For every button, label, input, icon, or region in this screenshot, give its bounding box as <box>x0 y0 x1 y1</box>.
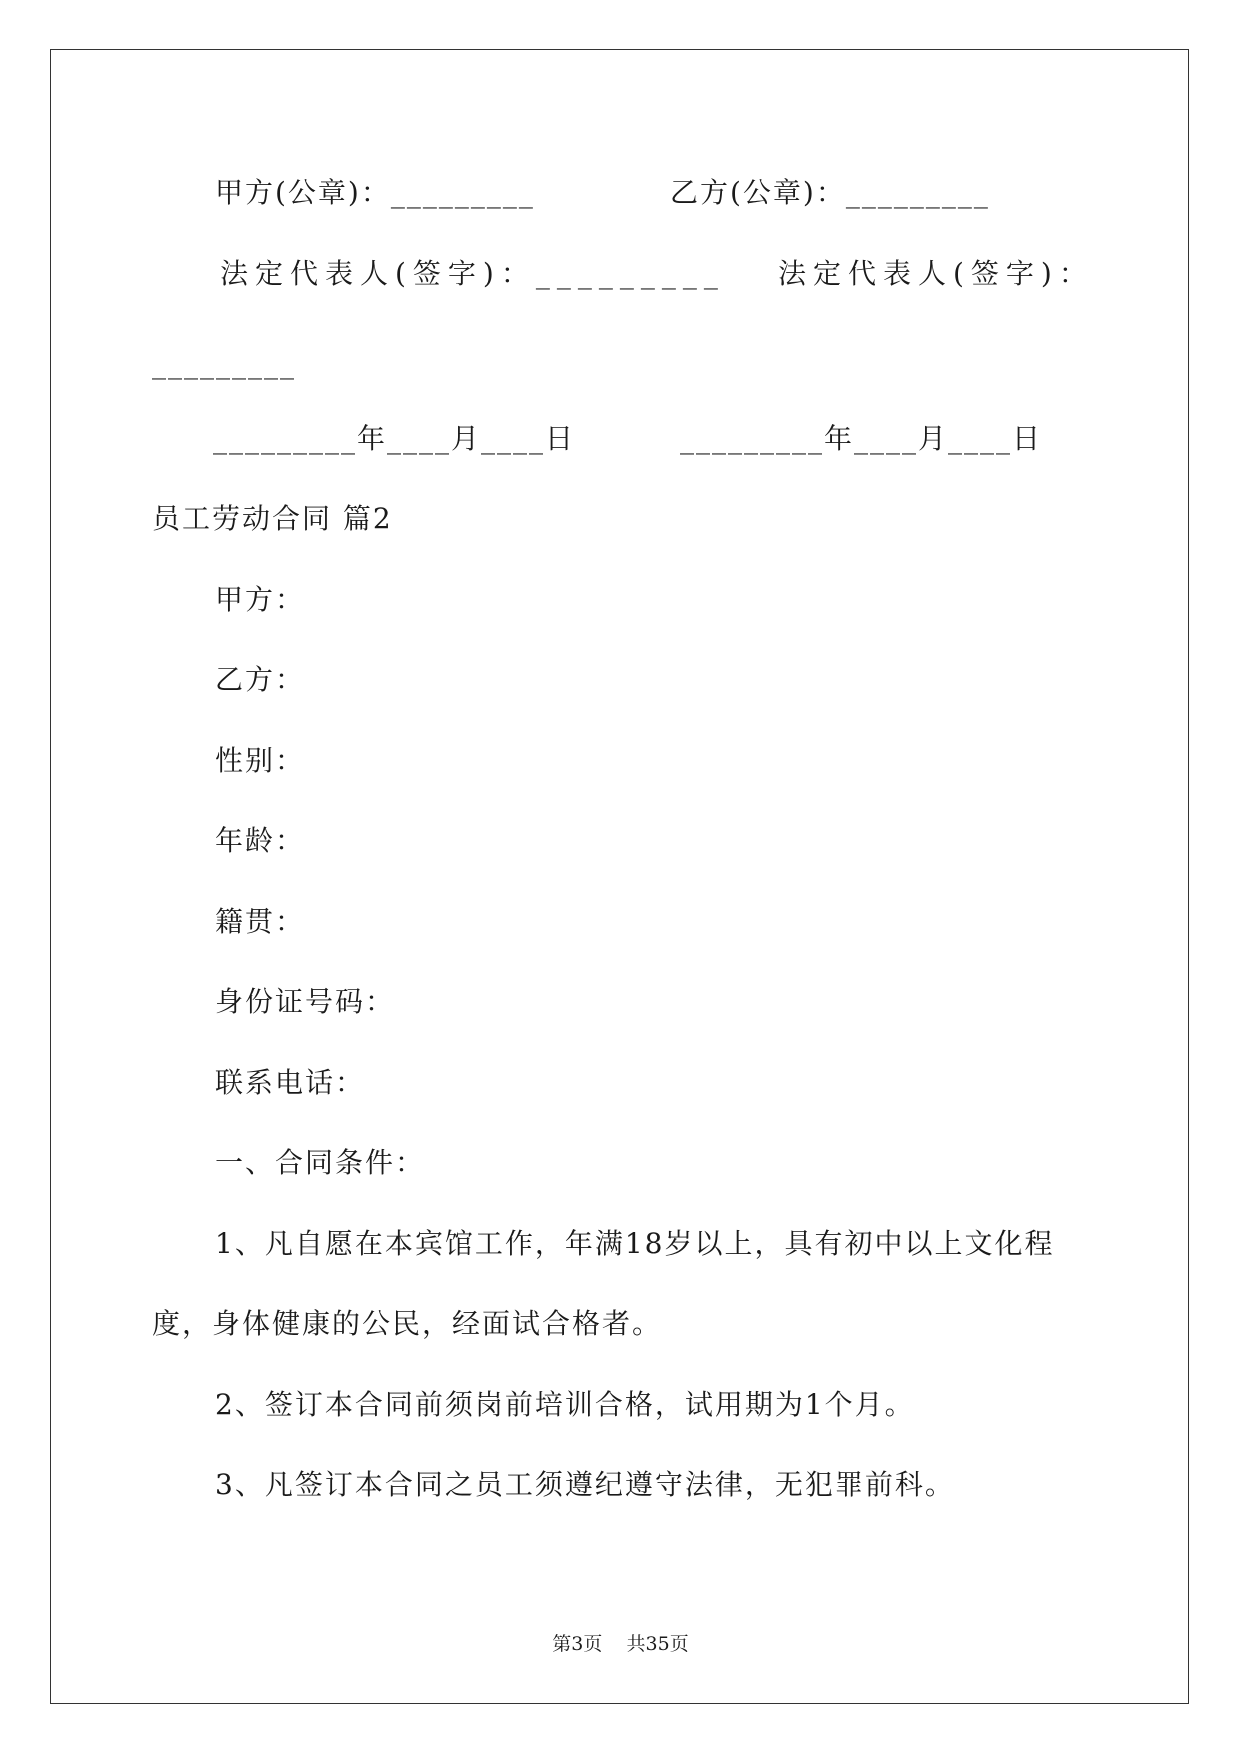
field-party-b: 乙方： <box>215 663 306 696</box>
field-age: 年龄： <box>215 824 306 857</box>
party-a-date: _________年____月____日 <box>213 422 576 455</box>
field-phone: 联系电话： <box>215 1066 366 1099</box>
party-b-date: _________年____月____日 <box>680 422 1043 455</box>
party-a-representative: 法定代表人(签字)：_________ <box>220 257 725 290</box>
clause-2: 2、签订本合同前须岗前培训合格，试用期为1个月。 <box>215 1388 915 1421</box>
party-b-representative-blank: _________ <box>152 347 296 380</box>
field-gender: 性别： <box>215 744 306 777</box>
section-title: 员工劳动合同 篇2 <box>152 502 393 535</box>
field-id-number: 身份证号码： <box>215 985 396 1018</box>
field-native-place: 籍贯： <box>215 905 306 938</box>
clause-1-line-2: 度，身体健康的公民，经面试合格者。 <box>152 1307 663 1340</box>
page-number-footer: 第3页 共35页 <box>552 1633 689 1655</box>
field-party-a: 甲方： <box>215 583 306 616</box>
clause-heading: 一、合同条件： <box>215 1146 426 1179</box>
party-b-representative: 法定代表人(签字)： <box>778 257 1094 290</box>
party-a-seal: 甲方(公章)：_________ <box>215 176 535 209</box>
party-b-seal: 乙方(公章)：_________ <box>670 176 990 209</box>
clause-3: 3、凡签订本合同之员工须遵纪遵守法律，无犯罪前科。 <box>215 1468 955 1501</box>
page-border <box>50 49 1189 1704</box>
clause-1-line-1: 1、凡自愿在本宾馆工作，年满18岁以上，具有初中以上文化程 <box>215 1227 1055 1260</box>
